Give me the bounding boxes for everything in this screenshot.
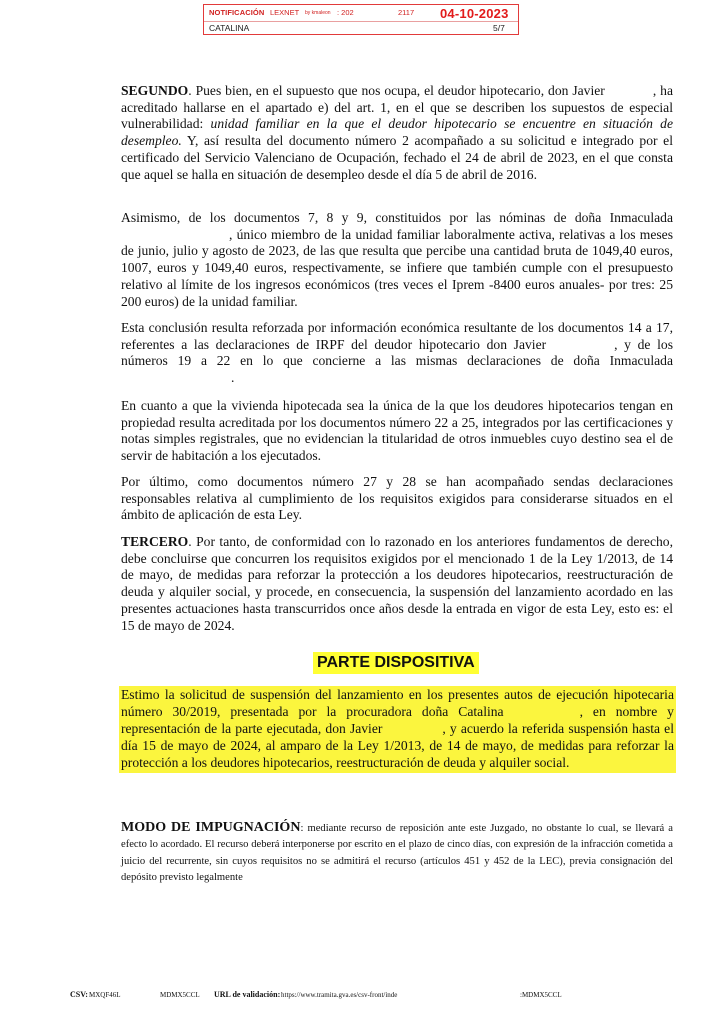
url-label: URL de validación: [214,990,281,999]
impugnacion-block [121,820,673,887]
italic-quote: unidad familiar en la que el deudor hipotecario se encuentre en situación de desempleo. [121,116,673,149]
stamp-date: 04-10-2023 [440,6,509,21]
section-title-dispositiva: PARTE DISPOSITIVA [313,652,479,674]
stamp-recipient: CATALINA [209,23,250,33]
stamp-label: NOTIFICACIÓN [209,8,265,17]
paragraph-asimismo: Asimismo, de los documentos 7, 8 y 9, constituidos por las nóminas de doña Inmaculada , único miembro de la unidad familiar laboralmente activa, relativas a los meses de junio, julio y agosto de 2023, de las que resulta que percibe una cantidad bruta de 1049,40 euros, 1007, euros y 1049,40 euros, respectivamente, se infiere que también cumple con el presupuesto relativo al límite de los ingresos económicos (tres veces el Iprem -8400 euros anuales- por tres: 25 200 euros) de la unidad familiar. [121,210,673,309]
validation-code-2: :MDMX5CCL [520,991,562,999]
validation-footer [0,990,724,1002]
stamp-divider [204,21,518,22]
csv-value: MXQF46L [89,991,121,999]
heading-tercero: TERCERO [121,534,189,549]
csv-label: CSV: [70,990,88,999]
ruling-block [119,686,676,773]
paragraph-tercero: TERCERO. Por tanto, de conformidad con lo razonado en los anteriores fundamentos de derecho, debe concluirse que concurren los requisitos exigidos por el mencionado 1 de la Ley 1/2013, de 14 de mayo, de medidas para reforzar la protección a los deudores hipotecarios, reestructuración de deuda y alquiler social, y procede, en consecuencia, la suspensión del lanzamiento acordado en las presentes actuaciones hasta transcurridos once años desde la entrada en vigor de esta Ley, esto es: el 15 de mayo de 2024. [121,534,673,633]
paragraph-vivienda: En cuanto a que la vivienda hipotecada sea la única de la que los deudores hipotecarios tengan en propiedad resulta acreditada por los documentos número 22 a 25, integrados por las certificaciones y notas simples registrales, que no evidencian la titularidad de otros inmuebles cuyo destino sea el de servir de habitación a los ejecutados. [121,398,673,464]
stamp-number-1: : 202 [337,8,354,17]
ruling-text: Estimo la solicitud de suspensión del lanzamiento en los presentes autos de ejecución hipotecaria número 30/2019, presentada por la procuradora doña Catalina , en nombre y representación de la parte ejecutada, don Javier , y acuerdo la referida suspensión hasta el día 15 de mayo de 2024, al amparo de la Ley 1/2013, de 14 de mayo, de medidas para reforzar la protección a los deudores hipotecarios, reestructuración de deuda y alquiler social. [119,686,676,773]
stamp-by: by kmaleon [305,10,331,16]
stamp-lexnet: LEXNET [270,8,300,17]
stamp-number-2: 2117 [398,8,415,17]
impugnacion-title: MODO DE IMPUGNACIÓN [121,820,301,835]
paragraph-conclusion: Esta conclusión resulta reforzada por información económica resultante de los documentos 14 a 17, referentes a las declaraciones de IRPF del deudor hipotecario don Javier , y de los números 19 a 22 en lo que concierne a las mismas declaraciones de doña Inmaculada . [121,320,673,386]
heading-segundo: SEGUNDO [121,83,189,98]
notification-stamp [203,4,519,35]
page-number: 5/7 [493,23,505,33]
impugnacion-text: : mediante recurso de reposición ante este Juzgado, no obstante lo cual, se llevará a efecto lo acordado. El recurso deberá interponerse por escrito en el plazo de cinco días, con expresión de la infracción cometida a juicio del recurrente, sin cuyos requisitos no se admitirá el recurso (artículos 451 y 452 de la LEC), previa consignación del depósito previsto legalmente [121,823,674,884]
validation-url[interactable]: https://www.tramita.gva.es/csv-front/inde [281,991,398,999]
paragraph-segundo: SEGUNDO. Pues bien, en el supuesto que nos ocupa, el deudor hipotecario, don Javier , ha acreditado hallarse en el apartado e) del art. 1, en el que se describen los supuestos de especial vulnerabilidad: unidad familiar en la que el deudor hipotecario se encuentre en situación de desempleo. Y, así resulta del documento número 2 acompañado a su solicitud e integrado por el certificado del Servicio Valenciano de Ocupación, fechado el 24 de abril de 2023, en el que consta que aquel se halla en situación de desempleo desde el día 5 de abril de 2016. [121,83,673,182]
paragraph-ultimo: Por último, como documentos número 27 y 28 se han acompañado sendas declaraciones responsables relativa al cumplimiento de los requisitos exigidos para considerarse situados en el ámbito de aplicación de esta Ley. [121,474,673,523]
validation-code: MDMX5CCL [160,991,200,999]
